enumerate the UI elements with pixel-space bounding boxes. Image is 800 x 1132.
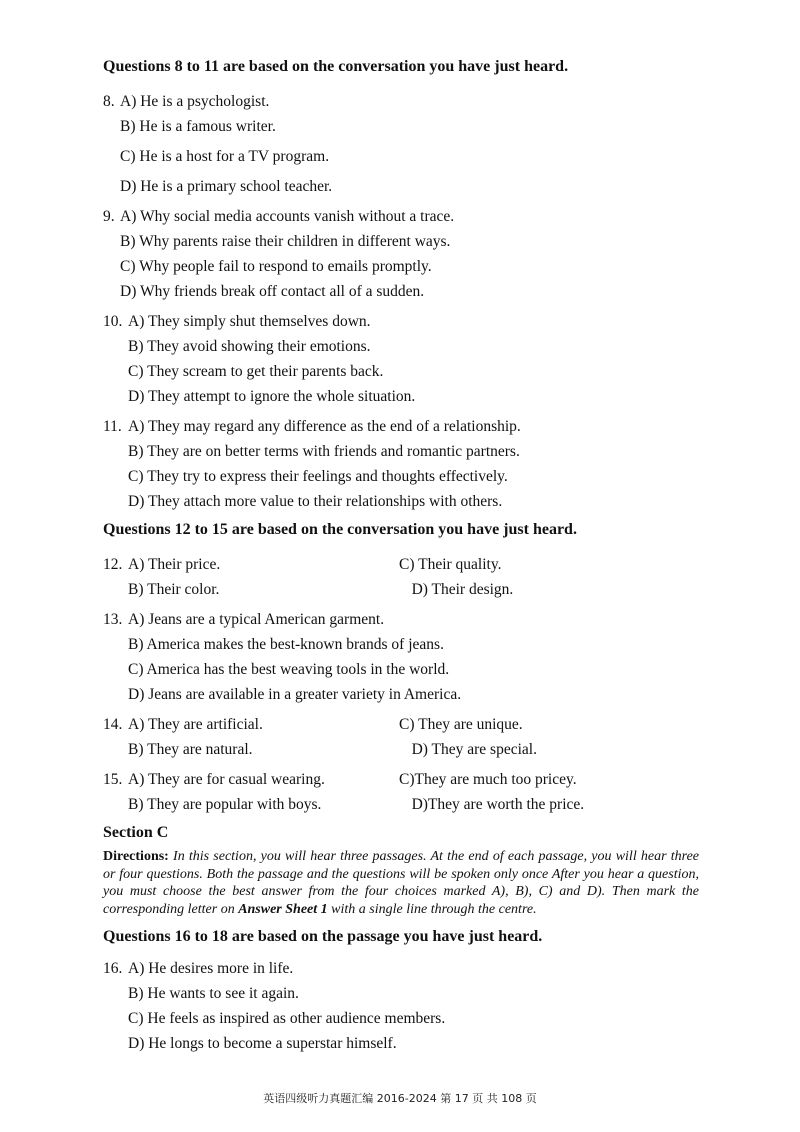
option-c: C) Their quality. bbox=[399, 556, 502, 573]
option-b: B) He wants to see it again. bbox=[128, 985, 299, 1002]
question-number: 15. bbox=[103, 771, 123, 788]
option-a: A) They may regard any difference as the end of a relationship. bbox=[128, 418, 521, 435]
option-d: D) Why friends break off contact all of a sudden. bbox=[120, 283, 425, 300]
option-d: D)They are worth the price. bbox=[411, 796, 585, 813]
option-c: C)They are much too pricey. bbox=[399, 771, 577, 788]
question-14 bbox=[103, 712, 699, 762]
question-group-heading: Questions 8 to 11 are based on the conversation you have just heard. bbox=[103, 58, 569, 75]
option-b: B) Why parents raise their children in different ways. bbox=[120, 233, 451, 250]
option-d: D) He is a primary school teacher. bbox=[120, 178, 333, 195]
question-11 bbox=[103, 414, 699, 514]
option-a: A) He is a psychologist. bbox=[120, 93, 270, 110]
option-b: B) He is a famous writer. bbox=[120, 118, 276, 135]
option-d: D) He longs to become a superstar himself. bbox=[128, 1035, 397, 1052]
option-d: D) They are special. bbox=[411, 741, 537, 758]
question-number: 11. bbox=[103, 418, 122, 435]
option-a: A) They are for casual wearing. bbox=[128, 771, 325, 788]
option-a: A) Jeans are a typical American garment. bbox=[128, 611, 385, 628]
question-number: 16. bbox=[103, 960, 123, 977]
exam-page bbox=[103, 56, 699, 1061]
question-10 bbox=[103, 309, 699, 409]
option-c: C) Why people fail to respond to emails promptly. bbox=[120, 258, 432, 275]
directions-label: Directions: bbox=[103, 849, 169, 864]
section-title: Section C bbox=[103, 824, 169, 841]
option-d: D) Their design. bbox=[411, 581, 514, 598]
option-c: C) He is a host for a TV program. bbox=[120, 148, 330, 165]
option-c: C) He feels as inspired as other audience members. bbox=[128, 1010, 446, 1027]
option-c: C) America has the best weaving tools in the world. bbox=[128, 661, 450, 678]
option-a: A) Their price. bbox=[128, 556, 221, 573]
option-d: D) They attach more value to their relationships with others. bbox=[128, 493, 503, 510]
option-a: A) They simply shut themselves down. bbox=[128, 313, 371, 330]
directions-text: In this section, you will hear three passages. At the end of each passage, you will hear three or four questions. Both the passage and the questions will be spoken only once After you hear a question, you must choose the best answer from the four choices marked A), B), C) and D). Then mark the corresponding letter on bbox=[103, 849, 699, 917]
question-number: 13. bbox=[103, 611, 123, 628]
question-number: 10. bbox=[103, 313, 123, 330]
question-number: 8. bbox=[103, 93, 115, 110]
question-16 bbox=[103, 956, 699, 1056]
option-b: B) They are popular with boys. bbox=[128, 796, 322, 813]
option-c: C) They scream to get their parents back. bbox=[128, 363, 384, 380]
option-b: B) They are natural. bbox=[128, 741, 253, 758]
option-d: D) They attempt to ignore the whole situation. bbox=[128, 388, 416, 405]
option-d: D) Jeans are available in a greater variety in America. bbox=[128, 686, 462, 703]
answer-sheet-reference: Answer Sheet 1 bbox=[238, 901, 328, 917]
directions-text-end: with a single line through the centre. bbox=[327, 901, 537, 917]
option-c: C) They try to express their feelings and thoughts effectively. bbox=[128, 468, 508, 485]
question-8 bbox=[103, 89, 699, 199]
question-number: 12. bbox=[103, 556, 123, 573]
question-group-heading: Questions 12 to 15 are based on the conversation you have just heard. bbox=[103, 521, 577, 538]
question-number: 9. bbox=[103, 208, 115, 225]
page-footer: 英语四级听力真题汇编 2016-2024 第 17 页 共 108 页 bbox=[263, 1092, 537, 1105]
question-13 bbox=[103, 607, 699, 707]
option-a: A) He desires more in life. bbox=[128, 960, 294, 977]
option-b: B) America makes the best-known brands of jeans. bbox=[128, 636, 444, 653]
option-a: A) They are artificial. bbox=[128, 716, 263, 733]
question-12 bbox=[103, 552, 699, 602]
option-b: B) They avoid showing their emotions. bbox=[128, 338, 371, 355]
option-c: C) They are unique. bbox=[399, 716, 523, 733]
option-b: B) Their color. bbox=[128, 581, 220, 598]
option-a: A) Why social media accounts vanish without a trace. bbox=[120, 208, 455, 225]
question-15 bbox=[103, 767, 699, 817]
question-9 bbox=[103, 204, 699, 304]
question-group-heading: Questions 16 to 18 are based on the passage you have just heard. bbox=[103, 928, 543, 945]
question-number: 14. bbox=[103, 716, 123, 733]
directions-paragraph bbox=[103, 848, 699, 918]
option-b: B) They are on better terms with friends and romantic partners. bbox=[128, 443, 520, 460]
